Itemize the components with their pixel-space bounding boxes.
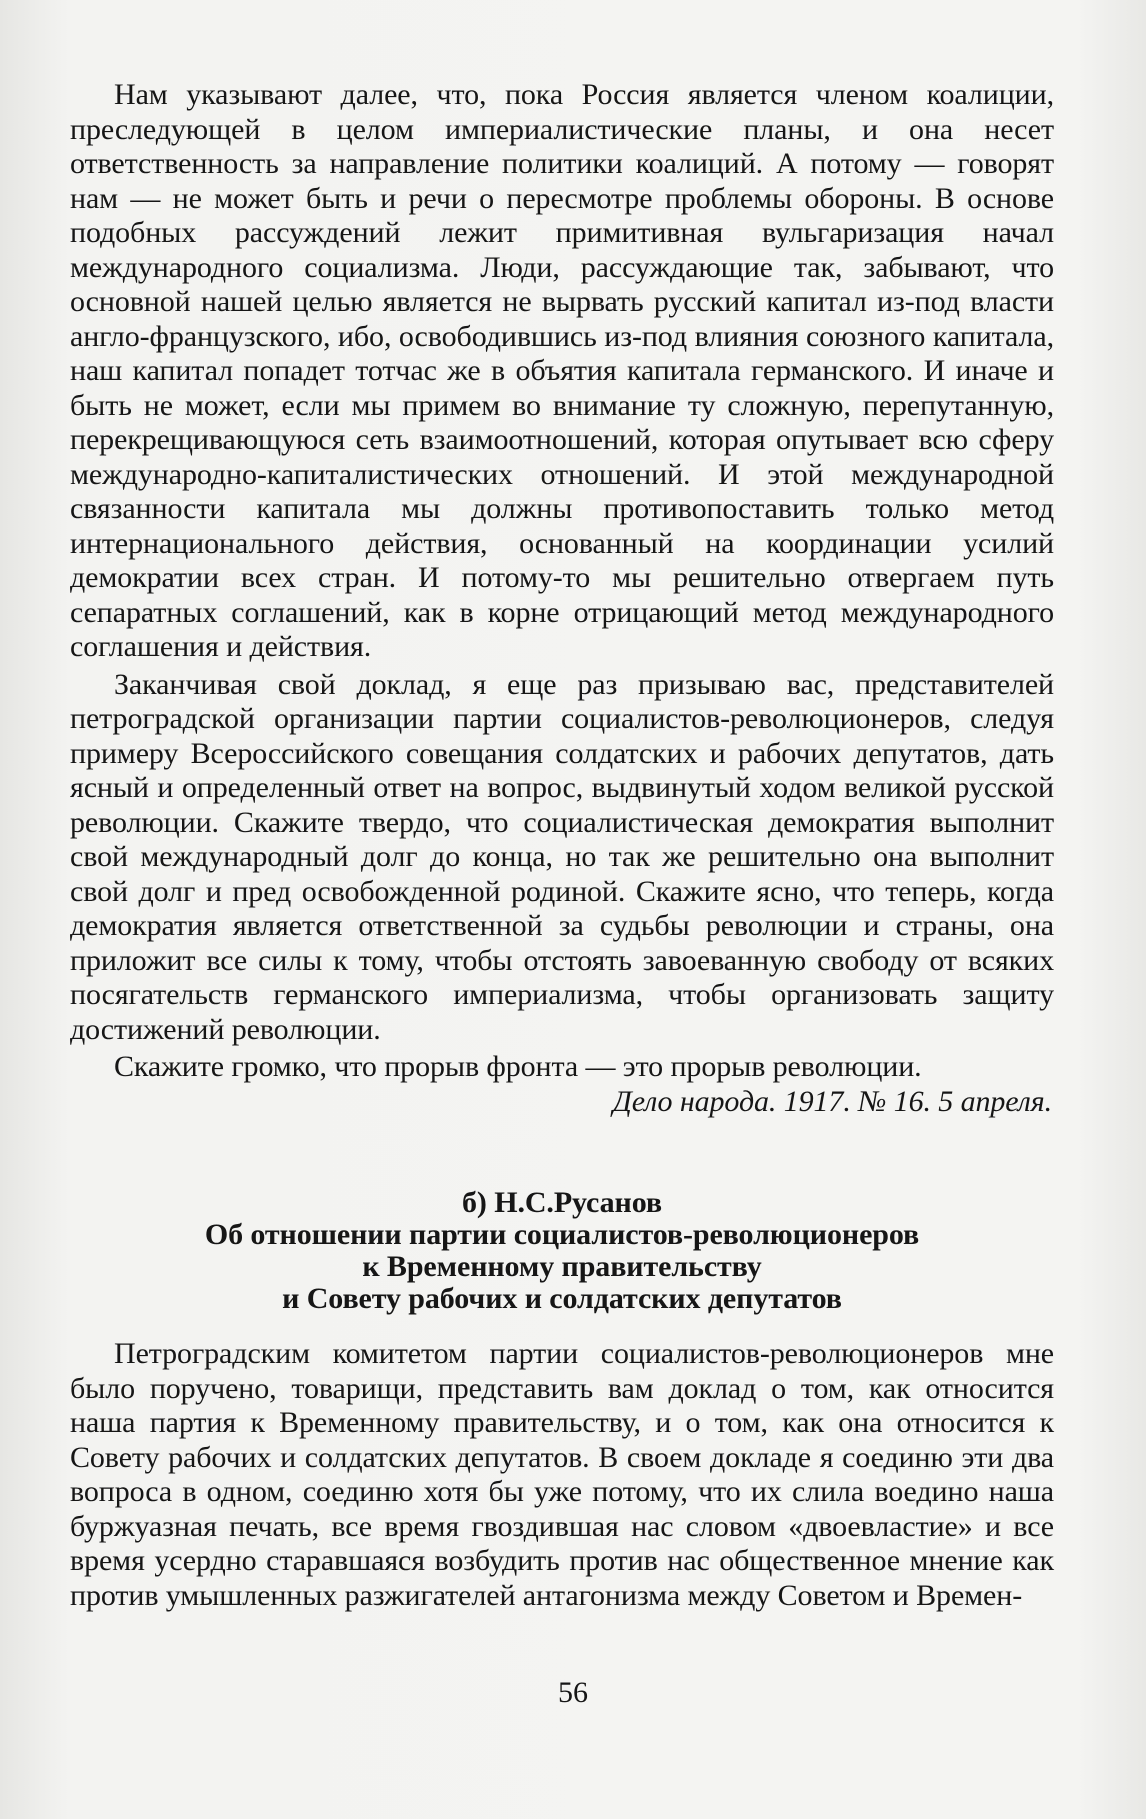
- paragraph-report-intro: Петроградским комитетом партии социалистов-революционеров мне было поручено, товарищи, представить вам доклад о том, как относится наша партия к Временному правительству, и о том, как она относится к Совету рабочих и солдатских депутатов. В своем докладе я соединю эти два вопроса в одном, соединю хотя бы уже потому, что их слила воедино наша буржуазная печать, все время гвоздившая нас словом «двоевластие» и все время усердно старавшаяся возбудить против нас общественное мнение как против умышленных разжигателей антагонизма между Советом и Времен-: [70, 1337, 1054, 1612]
- paragraph-front-breakthrough: Скажите громко, что прорыв фронта — это прорыв революции.: [114, 1050, 922, 1083]
- page-number: 56: [558, 1676, 588, 1709]
- source-citation: Дело народа. 1917. № 16. 5 апреля.: [612, 1084, 1052, 1118]
- paragraph-closing-appeal: Заканчивая свой доклад, я еще раз призываю вас, представителей петроградской организации партии социалистов-революционеров, следуя примеру Всероссийского совещания солдатских и рабочих депутатов, дать ясный и определенный ответ на вопрос, выдвинутый ходом великой русской революции. Скажите твердо, что социалистическая демократия выполнит свой международный долг до конца, но так же решительно она выполнит свой долг и пред освобожденной родиной. Скажите ясно, что теперь, когда демократия является ответственной за судьбы революции и страны, она приложит все силы к тому, чтобы отстоять завоеванную свободу от всяких посягательств германского империализма, чтобы организовать защиту достижений революции.: [70, 667, 1054, 1046]
- section-title-line-2: к Временному правительству: [362, 1250, 762, 1283]
- paragraph-coalition-argument: Нам указывают далее, что, пока Россия является членом коалиции, преследующей в целом империалистические планы, и она несет ответственность за направление политики коалиций. А потому — говорят нам — не может быть и речи о пересмотре проблемы обороны. В основе подобных рассуждений лежит примитивная вульгаризация начал международного социализма. Люди, рассуждающие так, забывают, что основной нашей целью является не вырвать русский капитал из-под власти англо-французского, ибо, освободившись из-под влияния союзного капитала, наш капитал попадет тотчас же в объятия капитала германского. И иначе и быть не может, если мы примем во внимание ту сложную, перепутанную, перекрещивающуюся сеть взаимоотношений, которая опутывает всю сферу международно-капиталистических отношений. И этой международной связанности капитала мы должны противопоставить только метод интернационального действия, основанный на координации усилий демократии всех стран. И потому-то мы решительно отвергаем путь сепаратных соглашений, как в корне отрицающий метод международного соглашения и действия.: [70, 78, 1054, 663]
- section-heading: [70, 1187, 1054, 1315]
- section-author: б) Н.С.Русанов: [462, 1186, 662, 1219]
- section-title-line-3: и Совету рабочих и солдатских депутатов: [282, 1282, 842, 1315]
- page-body: [70, 78, 1054, 1613]
- section-title-line-1: Об отношении партии социалистов-революционеров: [204, 1218, 920, 1251]
